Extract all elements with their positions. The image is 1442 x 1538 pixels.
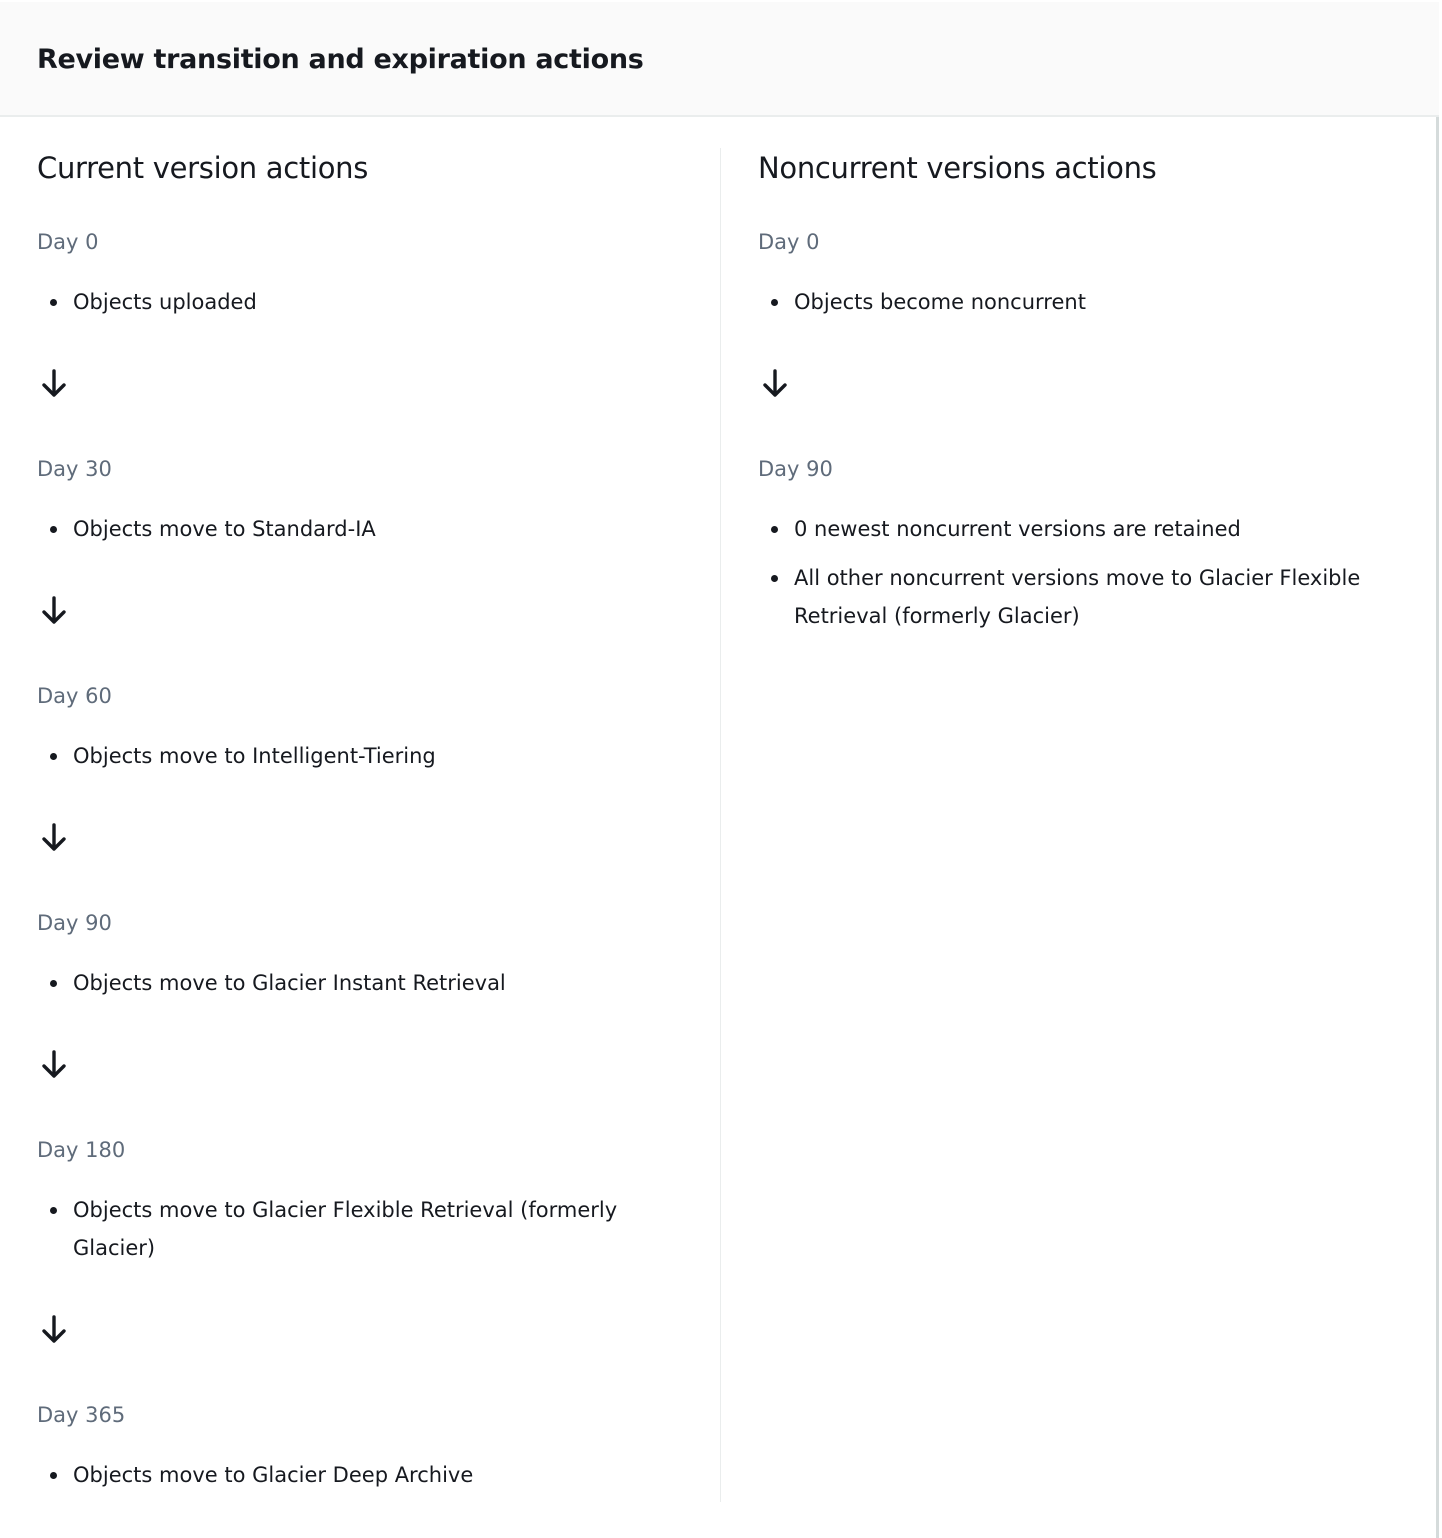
column-divider xyxy=(720,148,721,1502)
list-item: Objects move to Standard-IA xyxy=(73,510,697,548)
list-item: 0 newest noncurrent versions are retained xyxy=(794,510,1398,548)
action-list xyxy=(758,510,1398,635)
day-label: Day 180 xyxy=(37,1138,126,1162)
day-label: Day 0 xyxy=(37,230,99,254)
list-item: Objects move to Glacier Flexible Retrieval (formerly Glacier) xyxy=(73,1191,697,1267)
day-label: Day 90 xyxy=(37,911,112,935)
noncurrent-heading: Noncurrent versions actions xyxy=(758,151,1157,185)
current-heading: Current version actions xyxy=(37,151,369,185)
action-list xyxy=(37,510,697,548)
noncurrent-versions-actions xyxy=(758,148,1398,635)
day-label: Day 365 xyxy=(37,1403,126,1427)
arrow-down-icon xyxy=(37,819,697,857)
arrow-down-icon xyxy=(758,365,1398,403)
list-item: Objects move to Glacier Deep Archive xyxy=(73,1456,697,1494)
list-item: Objects become noncurrent xyxy=(794,283,1398,321)
panel-header xyxy=(0,2,1439,117)
arrow-down-icon xyxy=(37,1046,697,1084)
action-list xyxy=(37,737,697,775)
list-item: All other noncurrent versions move to Glacier Flexible Retrieval (formerly Glacier) xyxy=(794,559,1398,635)
list-item: Objects uploaded xyxy=(73,283,697,321)
day-label: Day 60 xyxy=(37,684,112,708)
list-item: Objects move to Glacier Instant Retrieval xyxy=(73,964,697,1002)
action-list xyxy=(37,1456,697,1494)
current-version-actions xyxy=(37,148,697,1494)
action-list xyxy=(37,283,697,321)
panel-title: Review transition and expiration actions xyxy=(37,44,644,75)
day-label: Day 30 xyxy=(37,457,112,481)
action-list xyxy=(758,283,1398,321)
arrow-down-icon xyxy=(37,365,697,403)
arrow-down-icon xyxy=(37,592,697,630)
list-item: Objects move to Intelligent-Tiering xyxy=(73,737,697,775)
day-label: Day 90 xyxy=(758,457,833,481)
action-list xyxy=(37,1191,697,1267)
day-label: Day 0 xyxy=(758,230,820,254)
action-list xyxy=(37,964,697,1002)
arrow-down-icon xyxy=(37,1311,697,1349)
